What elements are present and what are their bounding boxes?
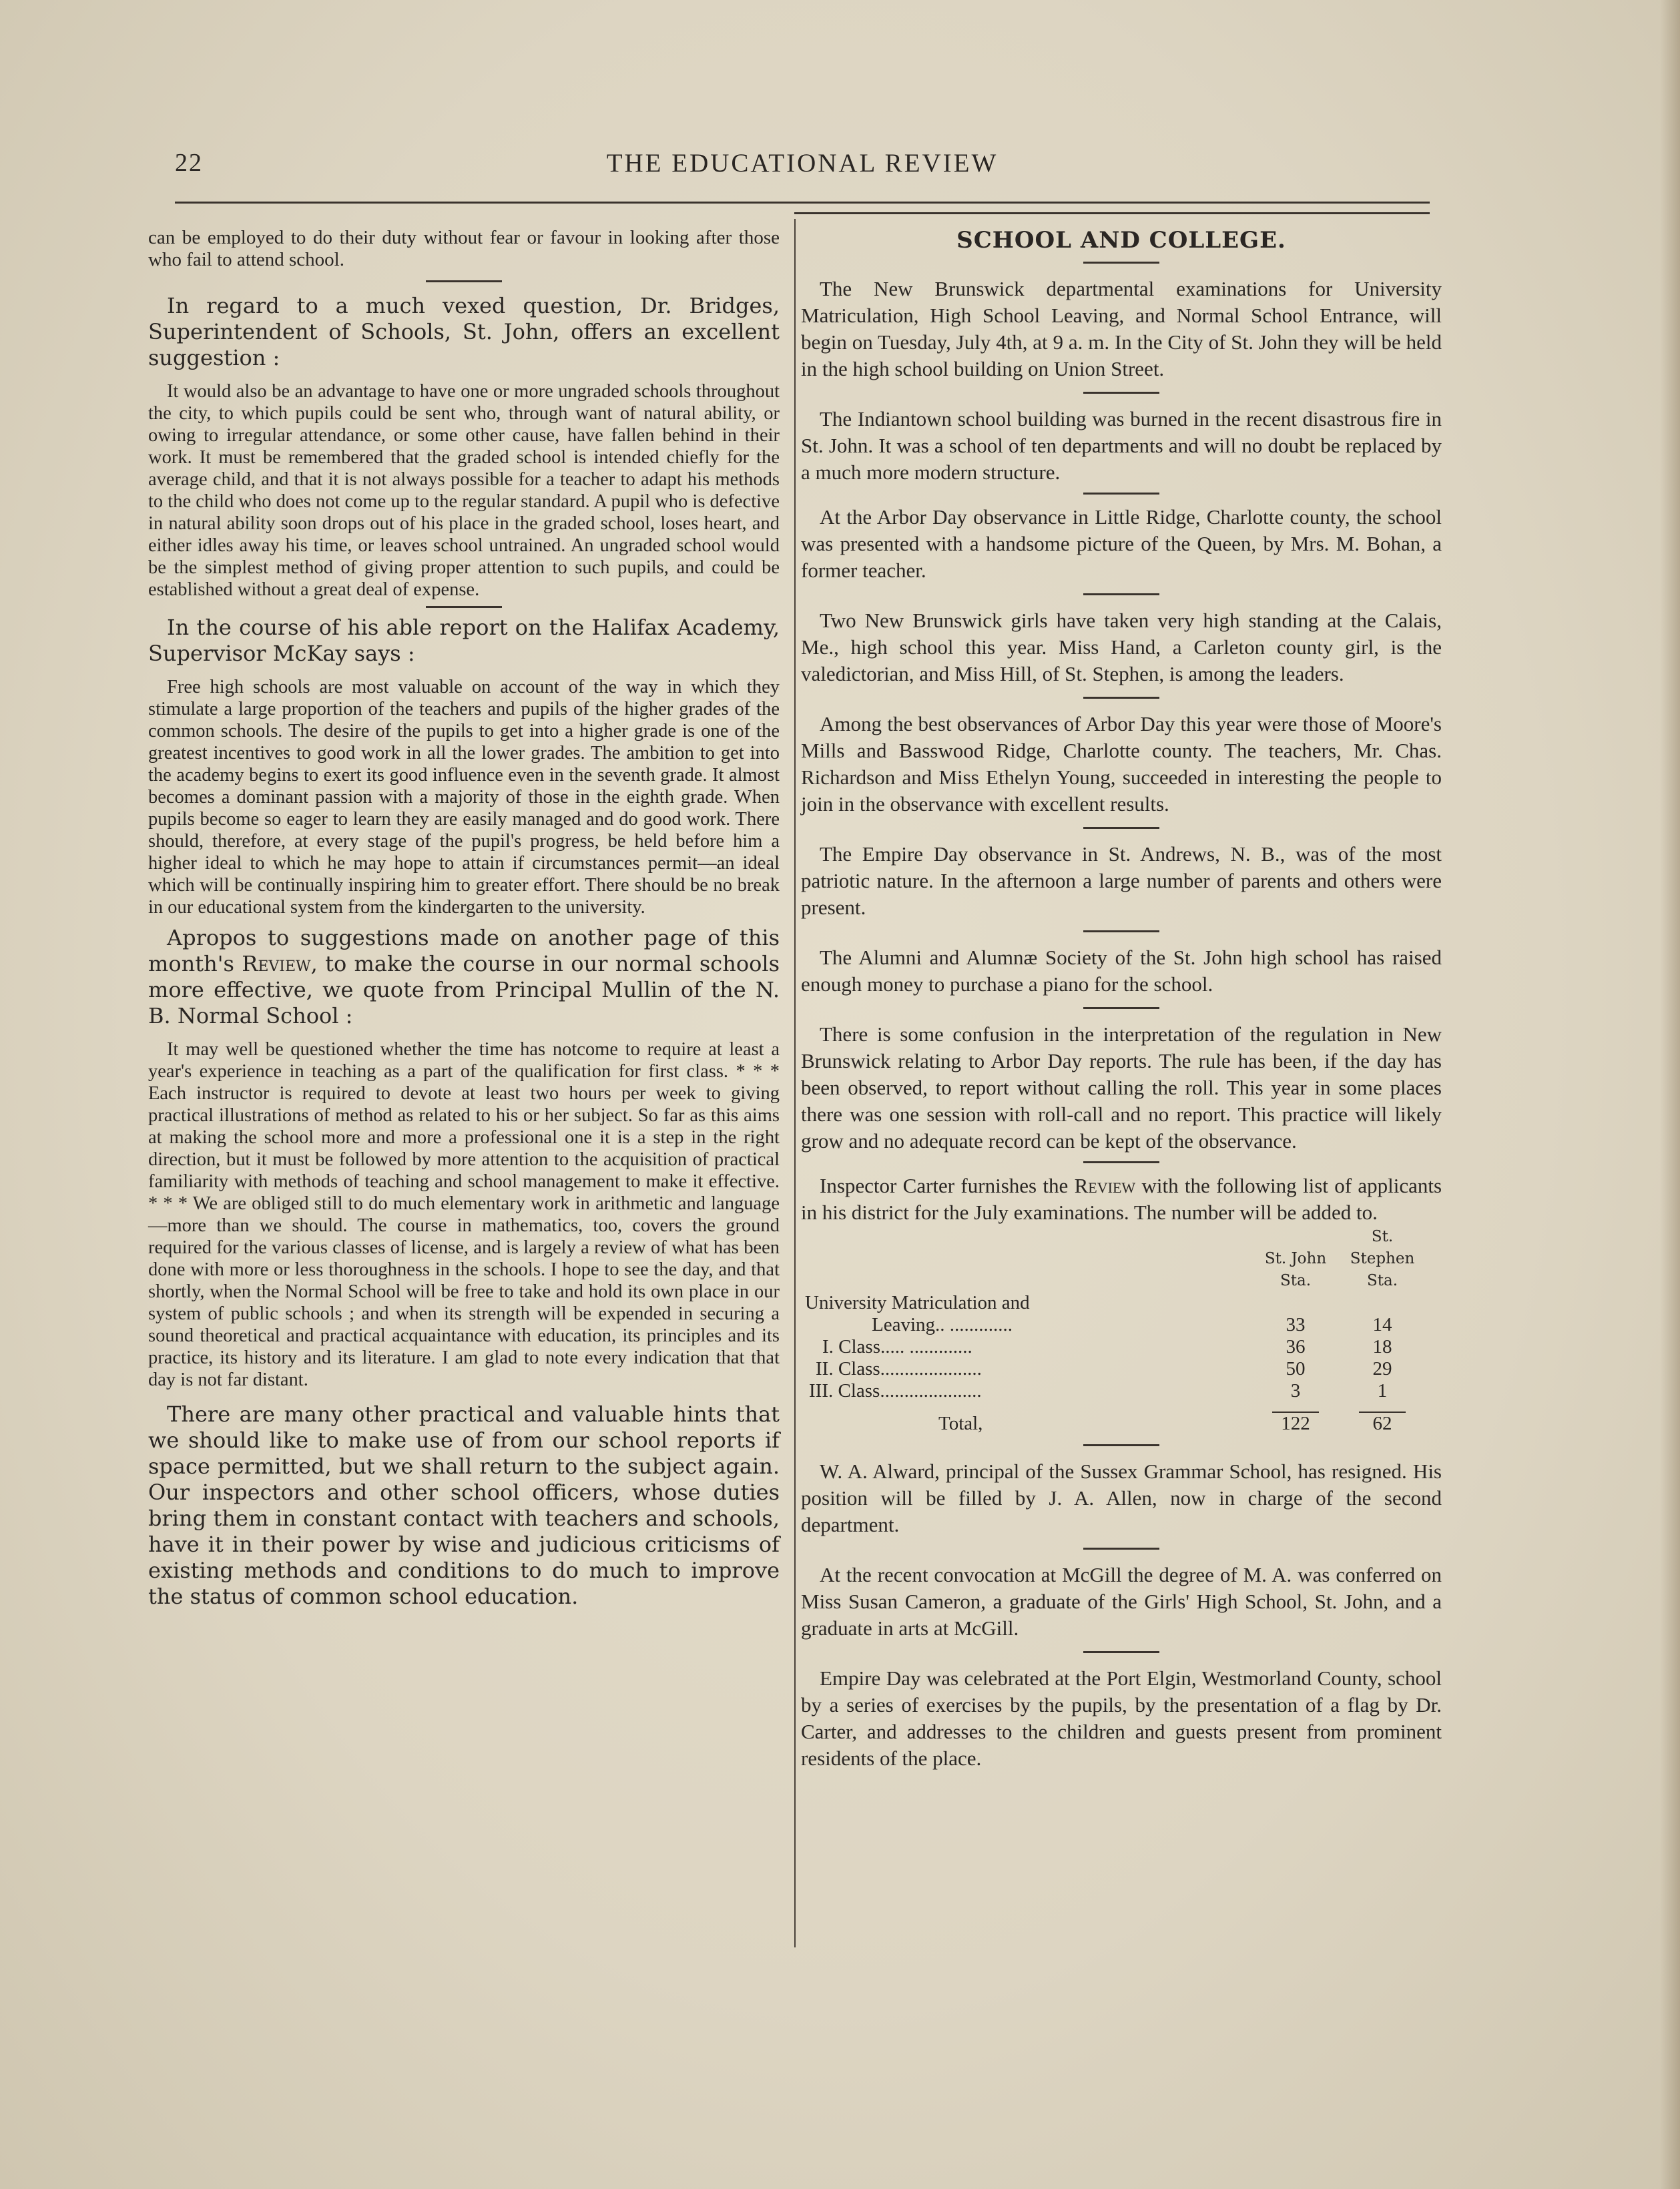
paragraph: There are many other practical and valuable hints that we should like to make use of from our school reports if space permitted, but we shall return to the subject again. Our inspectors and other school officers, whose duties bring them in constant contact with teachers and schools, have it in their power by wise and judicious criticisms of existing methods and conditions to do much to improve the status of common school education. [148, 1401, 780, 1609]
header-rule-double [794, 212, 1430, 214]
quotation: It may well be questioned whether the time has notcome to require at least a year's experience in teaching as a part of the qualification for first class. * * * Each instructor is required to devote at least two hours per week to giving practical illustrations of method as related to his or her subject. So far as this aims at making the school more and more a professional one it is a step in the right direction, but it must be followed by more attention to the acquisition of practical familiarity with methods of teaching and school management to make it effective. * * * We are obliged still to do much elementary work in arithmetic and language—more than we should. The course in mathematics, too, covers the ground required for the various classes of license, and is largely a review of what has been done with more or less thoroughness in the schools. I hope to see the day, and that shortly, when the Normal School will be free to take and hold its own place in our system of public schools ; and when its strength will be expended in securing a sound theoretical and practical acquaintance with education, its principles and its practice, its history and its literature. I am glad to note every indication that that day is not far distant. [148, 1039, 780, 1390]
page-header [175, 148, 1430, 195]
quotation: It would also be an advantage to have one or more ungraded schools throughout the city, to which pupils could be sent who, through want of natural ability, or owing to irregular attendance, or some other cause, have fallen behind in their work. It must be remembered that the graded school is intended chiefly for the average child, and that it is not always possible for a teacher to adapt his methods to the child who does not come up to the regular standard. A pupil who is defective in natural ability soon drops out of his place in the graded school, loses heart, and either idles away his time, or leaves school untrained. An ungraded school would be the simplest method of giving proper attention to such pupils, and could be established without a great deal of expense. [148, 381, 780, 600]
separator [1083, 493, 1159, 495]
separator [426, 280, 502, 282]
news-item: Two New Brunswick girls have taken very high standing at the Calais, Me., high school this year. Miss Hand, a Carleton county girl, is the valedictorian, and Miss Hill, of St. Stephen, is among the leaders. [801, 609, 1442, 685]
row-label: Leaving.. ............. [872, 1314, 1013, 1335]
table-cell: 36 [1286, 1336, 1306, 1357]
table-total-row [805, 1413, 1426, 1435]
news-item [801, 1173, 1442, 1226]
separator [1083, 593, 1159, 595]
news-item: W. A. Alward, principal of the Sussex Grammar School, has resigned. His position will be filled by J. A. Allen, now in charge of the second department. [801, 1460, 1442, 1536]
separator [1083, 392, 1159, 394]
review-name: Review [1074, 1174, 1136, 1197]
section-title: SCHOOL AND COLLEGE. [956, 227, 1286, 254]
text: , to make the course in our normal schools more effective, we quote from Principal Mullin of the N. B. Normal School : [148, 951, 780, 1028]
row-label: University Matriculation and [805, 1292, 1030, 1313]
separator [1083, 1444, 1159, 1446]
journal-title: THE EDUCATIONAL REVIEW [606, 149, 999, 178]
page-number: 22 [175, 149, 203, 177]
separator [1083, 1548, 1159, 1550]
separator [1083, 1651, 1159, 1653]
table-cell: 50 [1286, 1358, 1306, 1379]
column-header: St. Stephen Sta. [1350, 1228, 1415, 1289]
total-label: Total, [938, 1413, 983, 1434]
applicants-table [805, 1226, 1426, 1435]
news-item: At the Arbor Day observance in Little Ridge, Charlotte county, the school was presented with a handsome picture of the Queen, by Mrs. M. Bohan, a former teacher. [801, 505, 1442, 582]
table-cell: 14 [1372, 1314, 1392, 1335]
news-item: At the recent convocation at McGill the degree of M. A. was conferred on Miss Susan Cameron, a graduate of the Girls' High School, St. John, and a graduate in arts at McGill. [801, 1563, 1442, 1640]
table-row [805, 1358, 1426, 1380]
text: Inspector Carter furnishes the [820, 1174, 1069, 1197]
row-label: II. Class..................... [816, 1358, 982, 1379]
table-header-row [805, 1226, 1426, 1292]
left-column [148, 227, 780, 1610]
separator [1083, 697, 1159, 699]
news-item: Among the best observances of Arbor Day this year were those of Moore's Mills and Basswood Ridge, Charlotte county. The teachers, Mr. Chas. Richardson and Miss Ethelyn Young, succeeded in interesting the people to join in the observance with excellent results. [801, 712, 1442, 816]
paragraph: can be employed to do their duty without fear or favour in looking after those who fail to attend school. [148, 227, 780, 270]
table-rule-row [805, 1402, 1426, 1413]
column-header: St. John Sta. [1264, 1250, 1327, 1289]
table-row [805, 1380, 1426, 1402]
table-row [805, 1314, 1426, 1336]
table-cell: 1 [1377, 1380, 1388, 1401]
text: Apropos to suggestions made on another page of this month's [148, 925, 780, 976]
header-rule [175, 202, 1430, 204]
table-row [805, 1292, 1426, 1314]
quotation: Free high schools are most valuable on account of the way in which they stimulate a large proportion of the teachers and pupils of the higher grades of the common schools. The desire of the pupils to get into a higher grade is one of the greatest incentives to good work in all the lower grades. The ambition to get into the academy begins to exert its good influence even in the seventh grade. It almost becomes a dominant passion with a majority of those in the eighth grade. When pupils become so eager to learn they are easily managed and do good work. There should, therefore, at every stage of the pupil's progress, be held before him a higher ideal to which he may hope to attain if circumstances permit—an ideal which will be continually inspiring him to greater effort. There should be no break in our educational system from the kindergarten to the university. [148, 677, 780, 918]
table-row [805, 1336, 1426, 1358]
separator [1083, 1007, 1159, 1009]
table-cell: 29 [1372, 1358, 1392, 1379]
table-cell: 62 [1372, 1413, 1392, 1434]
paragraph [148, 925, 780, 1029]
news-item: The Empire Day observance in St. Andrews, N. B., was of the most patriotic nature. In the afternoon a large number of parents and others were present. [801, 842, 1442, 919]
news-item: The New Brunswick departmental examinations for University Matriculation, High School Leaving, and Normal School Entrance, will begin on Tuesday, July 4th, at 9 a. m. In the City of St. John they will be held in the high school building on Union Street. [801, 277, 1442, 380]
news-item: There is some confusion in the interpretation of the regulation in New Brunswick relating to Arbor Day reports. The rule has been, if the day has been observed, to report without calling the roll. This year in some places there was one session with roll-call and no report. This practice will likely grow and no adequate record can be kept of the observance. [801, 1022, 1442, 1153]
paragraph: In regard to a much vexed question, Dr. Bridges, Superintendent of Schools, St. John, offers an excellent suggestion : [148, 293, 780, 370]
news-item: The Indiantown school building was burned in the recent disastrous fire in St. John. It was a school of ten departments and will no doubt be replaced by a much more modern structure. [801, 407, 1442, 484]
table-cell: 18 [1372, 1336, 1392, 1357]
separator [1083, 1161, 1159, 1163]
table-cell: 3 [1290, 1380, 1301, 1401]
paragraph: In the course of his able report on the Halifax Academy, Supervisor McKay says : [148, 615, 780, 666]
row-label: I. Class..... ............. [822, 1336, 972, 1357]
text: with the following list of applicants in his district for the July examinations. The number will be added to. [801, 1174, 1442, 1224]
table-cell: 33 [1286, 1314, 1306, 1335]
news-item: Empire Day was celebrated at the Port Elgin, Westmorland County, school by a series of exercises by the pupils, by the presentation of a flag by Dr. Carter, and addresses to the children and guests present from prominent residents of the place. [801, 1666, 1442, 1770]
right-column [801, 227, 1442, 1772]
column-divider [794, 219, 796, 1947]
separator [426, 606, 502, 608]
separator [1083, 262, 1159, 264]
separator [1083, 930, 1159, 932]
row-label: III. Class..................... [809, 1380, 982, 1401]
separator [1083, 827, 1159, 829]
page-edge-shadow [1660, 0, 1680, 2189]
news-item: The Alumni and Alumnæ Society of the St. John high school has raised enough money to purchase a piano for the school. [801, 946, 1442, 996]
review-name: Review [242, 951, 311, 976]
table-cell: 122 [1281, 1413, 1310, 1434]
